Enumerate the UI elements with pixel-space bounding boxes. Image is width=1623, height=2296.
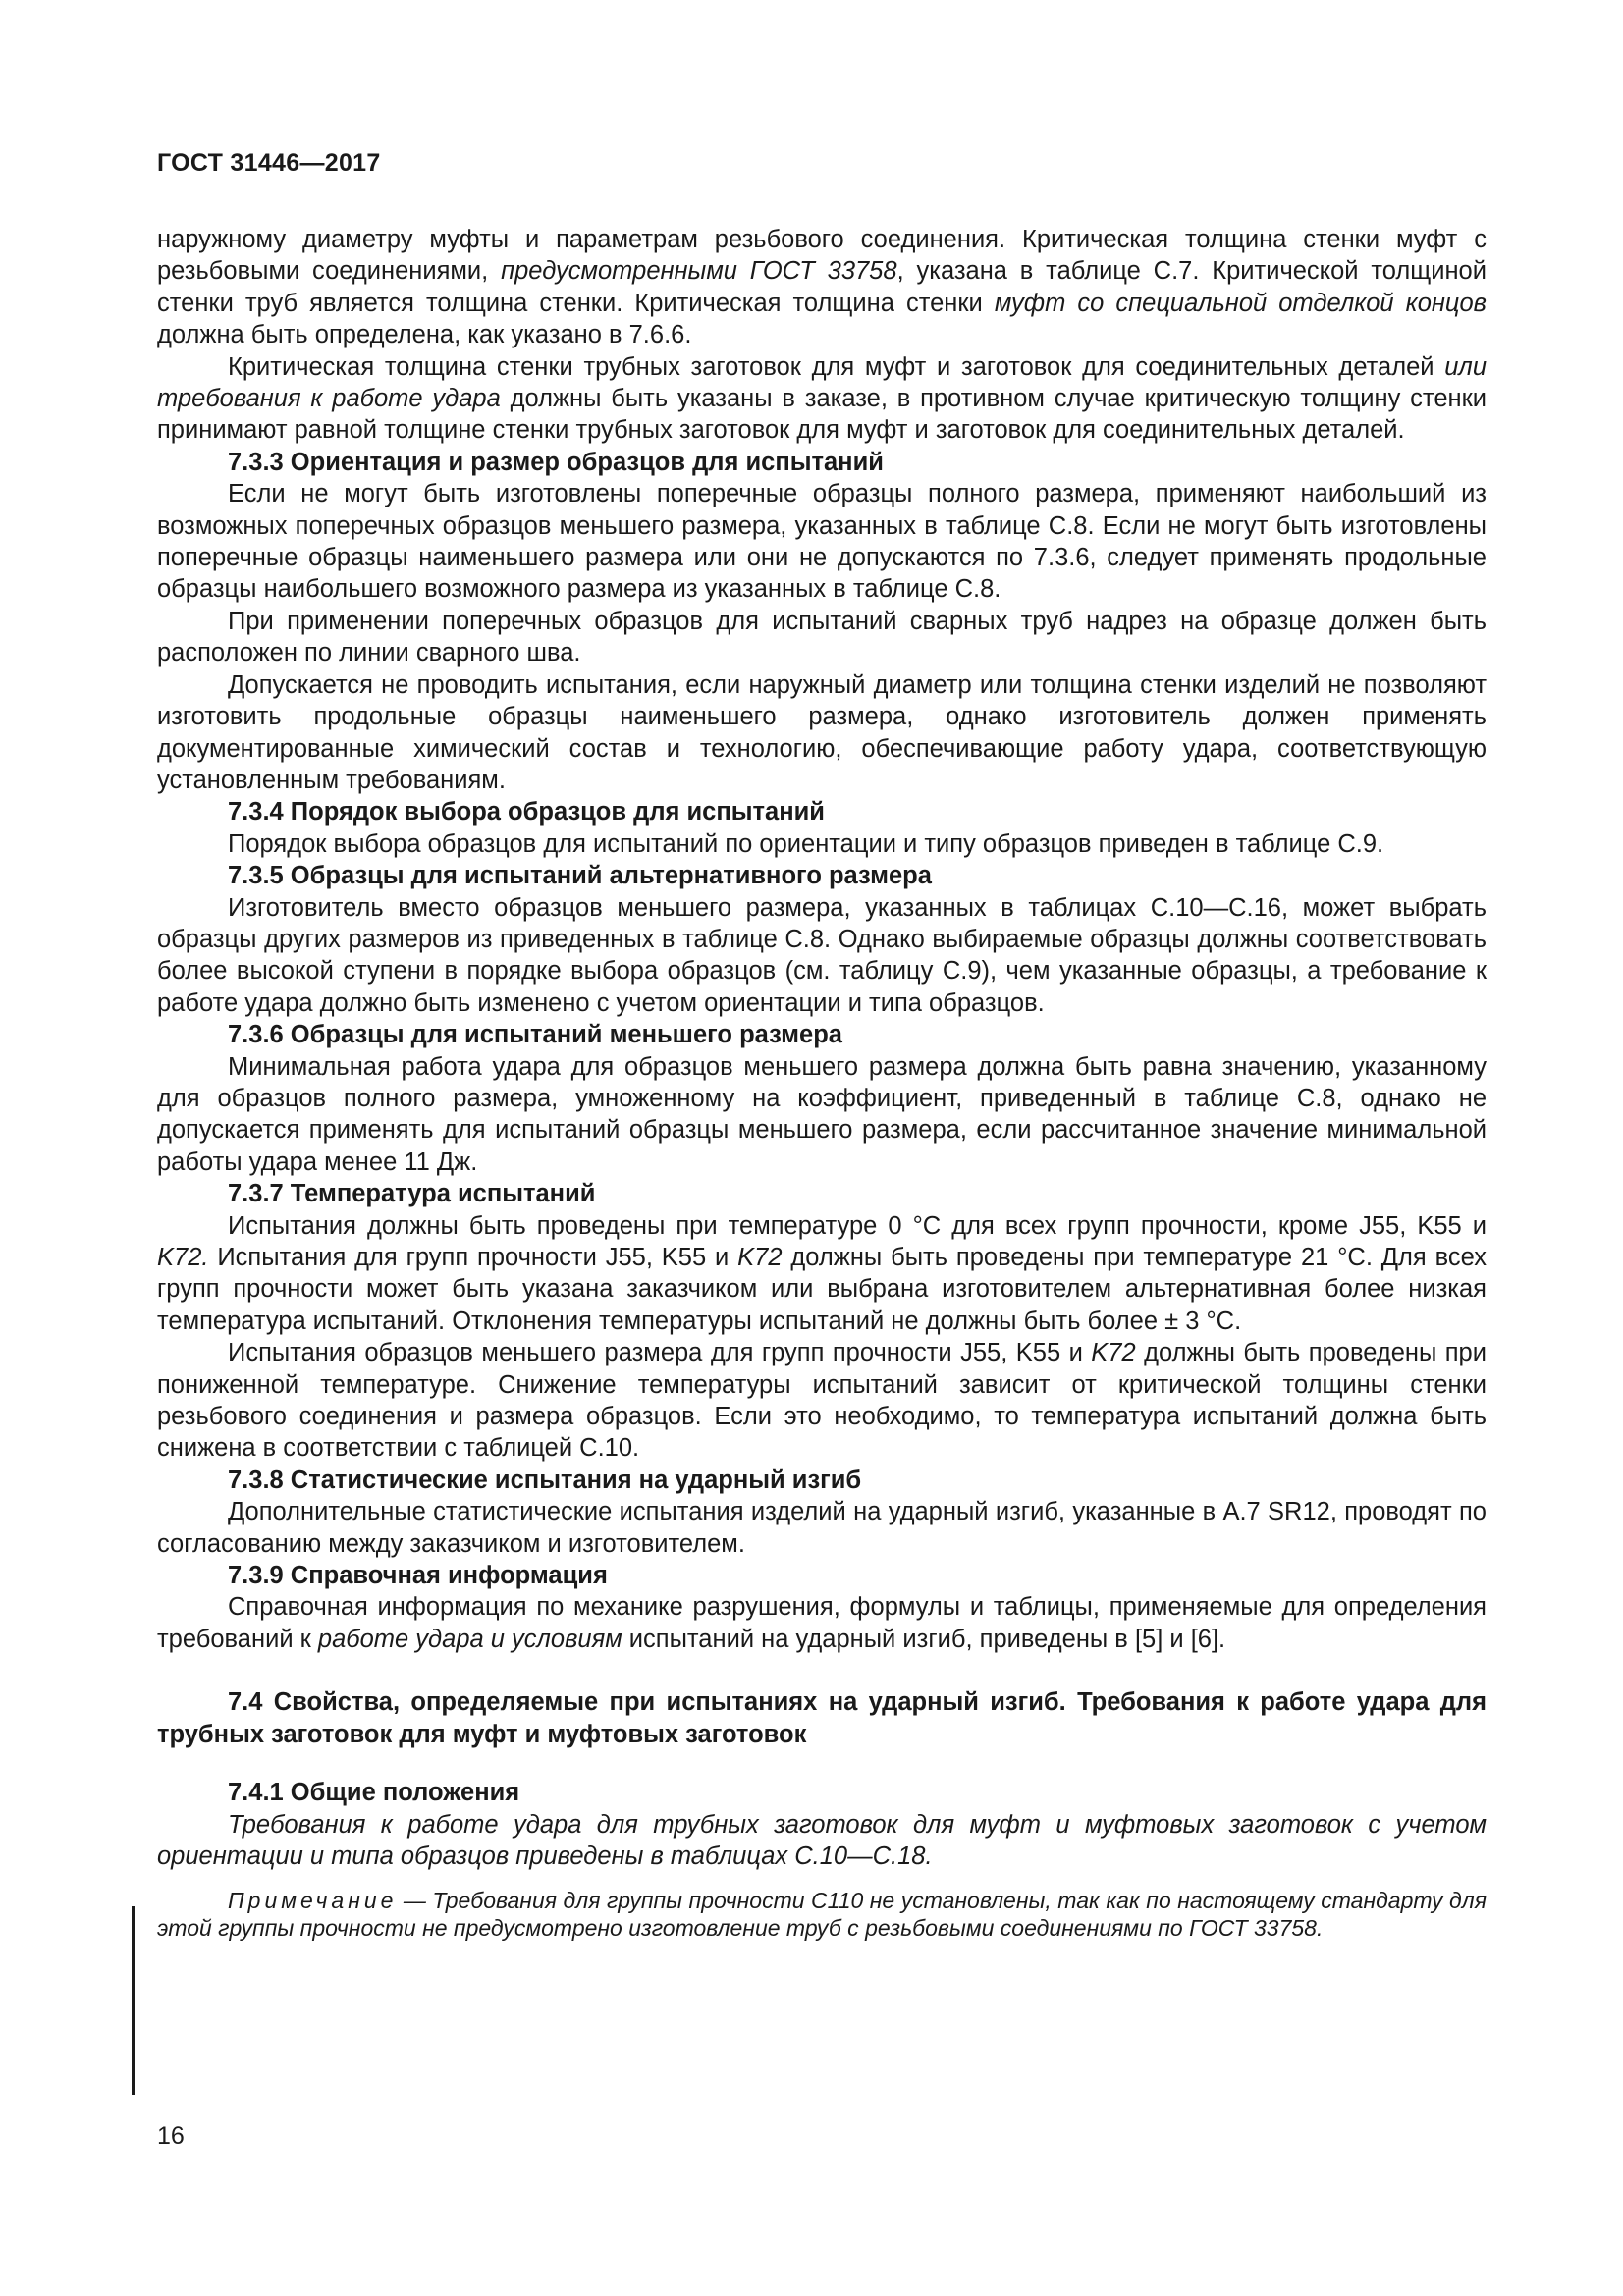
section-heading-7-4-1: 7.4.1 Общие положения: [228, 1779, 520, 1807]
italic-text-run: предусмотренными ГОСТ 33758: [501, 257, 897, 286]
section-heading-7-3-5: 7.3.5 Образцы для испытаний альтернативного размера: [228, 862, 932, 890]
paragraph: Порядок выбора образцов для испытаний по ориентации и типу образцов приведен в таблице С.9.: [228, 829, 1384, 858]
paragraph: [157, 1210, 1487, 1338]
paragraph: При применении поперечных образцов для испытаний сварных труб надрез на образце должен быть расположен по линии сварного шва.: [157, 607, 1487, 667]
section-heading-7-3-8: 7.3.8 Статистические испытания на ударный изгиб: [228, 1466, 862, 1494]
text-run: должны быть проведены при температуре 21 °С. Для всех групп прочности может быть указана заказчиком или выбрана изготовителем альтернативная более низкая температура испытаний. Отклонения температуры испытаний не должны быть более ± 3 °С.: [157, 1244, 1487, 1335]
note: [157, 1887, 1487, 1942]
text-run: , указана в таблице С.7. Критической толщиной стенки труб является толщина стенки. Критическая толщина стенки: [157, 257, 1487, 317]
text-run: Испытания должны быть проведены при температуре 0 °С для всех групп прочности, кроме J55, K55 и: [228, 1211, 1487, 1240]
paragraph: Если не могут быть изготовлены поперечные образцы полного размера, применяют наибольший из возможных поперечных образцов меньшего размера, указанных в таблице С.8. Если не могут быть изготовлены поперечные образцы наименьшего размера или они не допускаются по 7.3.6, следует применять продольные образцы наибольшего возможного размера из указанных в таблице С.8.: [157, 480, 1487, 604]
paragraph: Минимальная работа удара для образцов меньшего размера должна быть равна значению, указанному для образцов полного размера, умноженному на коэффициент, приведенный в таблице С.8, однако не допускается применять для испытаний образцы меньшего размера, если рассчитанное значение минимальной работы удара менее 11 Дж.: [157, 1052, 1487, 1176]
paragraph: Требования к работе удара для трубных заготовок для муфт и муфтовых заготовок с учетом ориентации и типа образцов приведены в таблицах С.10—С.18.: [157, 1810, 1487, 1871]
paragraph: Допускается не проводить испытания, если наружный диаметр или толщина стенки изделий не позволяют изготовить продольные образцы наименьшего размера, однако изготовитель должен применять документированные химический состав и технологию, обеспечивающие работу удара, соответствующую установленным требованиям.: [157, 670, 1487, 794]
paragraph: [157, 351, 1487, 447]
section-heading-7-3-4: 7.3.4 Порядок выбора образцов для испытаний: [228, 798, 825, 827]
paragraph: [157, 1591, 1487, 1655]
text-run: Испытания образцов меньшего размера для групп прочности J55, K55 и: [228, 1339, 1092, 1367]
note-text: — Требования для группы прочности С110 не установлены, так как по настоящему стандарту для этой группы прочности не предусмотрено изготовление труб с резьбовыми соединениями по ГОСТ 33758.: [157, 1887, 1487, 1941]
text-run: должны быть указаны в заказе, в противном случае критическую толщину стенки принимают равной толщине стенки трубных заготовок для муфт и заготовок для соединительных деталей.: [157, 385, 1487, 445]
italic-text-run: муфт со специальной отделкой концов: [994, 289, 1487, 317]
italic-text-run: K72: [737, 1244, 783, 1271]
document-header: ГОСТ 31446—2017: [157, 149, 381, 177]
italic-text-run: K72: [1091, 1339, 1136, 1367]
section-heading-7-3-7: 7.3.7 Температура испытаний: [228, 1180, 596, 1208]
text-run: Испытания для групп прочности J55, K55 и: [208, 1244, 738, 1271]
text-run: испытаний на ударный изгиб, приведены в [5] и [6].: [622, 1625, 1226, 1653]
section-heading-7-3-6: 7.3.6 Образцы для испытаний меньшего размера: [228, 1021, 842, 1049]
change-marker-bar: [132, 1906, 135, 2095]
paragraph: [157, 1337, 1487, 1465]
note-label: Примечание: [228, 1887, 398, 1913]
document-body: [157, 224, 1487, 1942]
section-heading-7-3-3: 7.3.3 Ориентация и размер образцов для испытаний: [228, 448, 884, 476]
section-heading-7-4: 7.4 Свойства, определяемые при испытаниях на ударный изгиб. Требования к работе удара для трубных заготовок для муфт и муфтовых заготовок: [157, 1688, 1487, 1749]
italic-text-run: работе удара и условиям: [317, 1625, 622, 1653]
page-number: 16: [157, 2122, 185, 2150]
text-run: Справочная информация по механике разрушения, формулы и таблицы, применяемые для определения требований к: [157, 1593, 1487, 1653]
text-run: должна быть определена, как указано в 7.6.6.: [157, 321, 692, 349]
section-heading-7-3-9: 7.3.9 Справочная информация: [228, 1562, 608, 1590]
italic-text-run: K72.: [157, 1244, 209, 1271]
paragraph: Изготовитель вместо образцов меньшего размера, указанных в таблицах С.10—С.16, может выбрать образцы других размеров из приведенных в таблице С.8. Однако выбираемые образцы должны соответствовать более высокой ступени в порядке выбора образцов (см. таблицу С.9), чем указанные образцы, а требование к работе удара должно быть изменено с учетом ориентации и типа образцов.: [157, 893, 1487, 1017]
italic-text-run: или требования к работе удара: [157, 352, 1487, 413]
text-run: должны быть проведены при пониженной температуре. Снижение температуры испытаний зависит от критической толщины стенки резьбового соединения и размера образцов. Если это необходимо, то температура испытаний должна быть снижена в соответствии с таблицей С.10.: [157, 1339, 1487, 1463]
paragraph: Дополнительные статистические испытания изделий на ударный изгиб, указанные в А.7 SR12, проводят по согласованию между заказчиком и изготовителем.: [157, 1498, 1487, 1558]
text-run: наружному диаметру муфты и параметрам резьбового соединения. Критическая толщина стенки муфт с резьбовыми соединениями,: [157, 226, 1487, 286]
text-run: Критическая толщина стенки трубных заготовок для муфт и заготовок для соединительных деталей: [228, 352, 1445, 381]
paragraph: [157, 224, 1487, 351]
